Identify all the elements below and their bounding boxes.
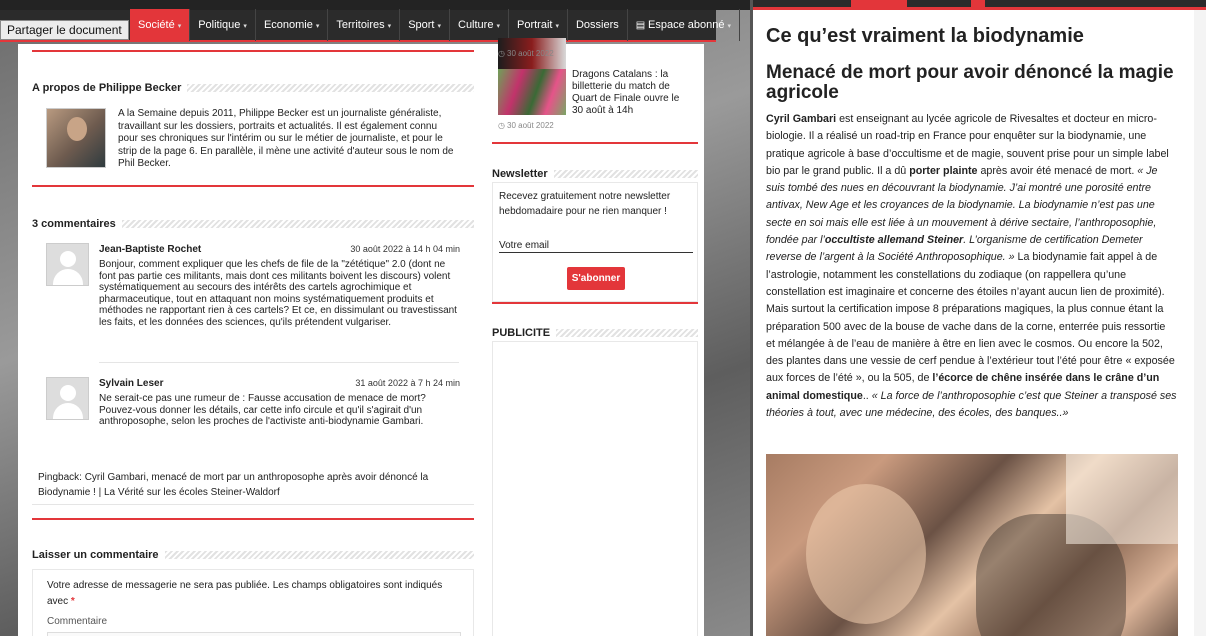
chevron-down-icon: ▾ — [437, 23, 441, 30]
chevron-down-icon: ▾ — [315, 23, 320, 30]
photo-detail — [806, 484, 926, 624]
nav-item[interactable] — [328, 9, 400, 41]
tab-marker — [971, 0, 985, 7]
comments-heading — [32, 218, 474, 230]
note-text: Votre adresse de messagerie ne sera pas publiée. Les champs obligatoires sont indiqués avec — [47, 580, 443, 607]
top-red-rule — [32, 50, 474, 52]
about-body — [32, 108, 474, 171]
nav-item-label: Sport — [408, 19, 435, 31]
nav-item-label: Espace abonné — [648, 19, 725, 31]
chevron-down-icon: ▾ — [243, 23, 247, 30]
chevron-down-icon: ▾ — [387, 23, 392, 30]
nav-item[interactable] — [130, 9, 190, 41]
comment-date[interactable]: 30 août 2022 à 14 h 04 min — [350, 244, 460, 254]
required-fields-note — [47, 578, 447, 610]
leave-comment-heading — [32, 549, 474, 561]
article-subtitle: Menacé de mort pour avoir dénoncé la magie agricole — [766, 62, 1174, 103]
comment-form — [32, 569, 474, 636]
main-column — [18, 44, 488, 636]
nav-item[interactable] — [628, 9, 740, 41]
bold-link[interactable]: l’écorce de chêne insérée dans le crâne d’un animal domestique — [766, 372, 1160, 402]
newsletter-email-input[interactable]: Votre email — [499, 240, 693, 253]
about-heading-text: A propos de Philippe Becker — [32, 82, 182, 94]
sidebar-red-rule — [492, 302, 698, 304]
comment-item — [46, 243, 460, 353]
right-nav-strip — [753, 0, 1206, 7]
chevron-down-icon: ▾ — [177, 23, 182, 30]
advertising-slot — [492, 341, 698, 636]
pingback-separator — [32, 504, 474, 505]
heading-stripes — [556, 329, 698, 337]
heading-stripes — [554, 170, 698, 178]
nav-item-label: Economie — [263, 19, 313, 31]
comment-separator — [99, 362, 459, 363]
clock-icon: ◷ — [498, 121, 505, 130]
bold-link[interactable]: porter plainte — [909, 164, 978, 177]
bold-link[interactable]: occultiste allemand Steiner — [824, 234, 964, 247]
comment-item — [46, 377, 460, 447]
comments-heading-text: 3 commentaires — [32, 218, 116, 230]
nav-item[interactable] — [568, 9, 628, 41]
heading-stripes — [122, 220, 474, 228]
leave-comment-section — [32, 549, 474, 561]
sidebar-column — [488, 44, 704, 636]
newspaper-icon: ▤ — [635, 20, 648, 31]
heading-stripes — [187, 84, 474, 92]
about-author-section — [32, 82, 474, 171]
article-title-link[interactable]: Dragons Catalans : la billetterie du match de Quart de Finale ouvre le 30 août à 14h — [572, 69, 680, 116]
clock-icon: ◷ — [498, 49, 505, 58]
chevron-down-icon: ▾ — [496, 23, 500, 30]
nav-item-label: Dossiers — [575, 19, 619, 31]
comment-textarea[interactable] — [47, 632, 461, 636]
comment-author[interactable]: Jean-Baptiste Rochet — [99, 244, 202, 255]
about-red-rule — [32, 185, 474, 187]
required-asterisk: * — [70, 596, 75, 607]
nav-item[interactable] — [400, 9, 450, 41]
article-photo[interactable] — [766, 454, 1178, 636]
quote-text: « Je suis tombé des nues en découvrant la biodynamie. J’ai montré une porosité entre antivax, New Age et les croyances de la biodynamie. La biodynamie n’est pas une secte en soi mais elle est liée à un mouvement à dérive sectaire, l’anthroposophie, fondée par l’ — [766, 164, 1158, 247]
body-text: La biodynamie fait appel à de l’astrologie, notamment les constellations du zodiaque (on rappellera qu’une constellation est imaginaire et concerne des étoiles n’ayant aucun lien de proximité). Mais surtout la certification impose 8 préparations magiques, la plus connue étant la préparation 500 avec de la bouse de vache dans de la corne, enterrée puis ressortie et mélangée à de l’eau de manière à être en lien avec le cosmos. Ou encore la 502, des plantes dans une vessie de cerf pendue à l’extérieur tout l’été pour être « exposée aux forces de l’été », ou la 505, de — [766, 251, 1175, 385]
nav-item[interactable] — [509, 9, 568, 41]
body-text: est enseignant au lycée agricole de Rivesaltes et docteur en micro-biologie. Il a réalisé un road-trip en France pour enquêter sur la biodynamie, une pratique agricole à base d’occultisme et de magie, souvent prise pour un simple label bio par le grand public. Il a dû — [766, 113, 1169, 177]
comment-date[interactable]: 31 août 2022 à 7 h 24 min — [355, 378, 460, 388]
avatar — [46, 243, 89, 286]
share-document-tooltip: Partager le document — [0, 20, 129, 40]
comments-section — [32, 218, 474, 230]
active-tab-marker — [851, 0, 907, 7]
comment-author[interactable]: Sylvain Leser — [99, 378, 164, 389]
nav-item-label: Portrait — [516, 19, 553, 31]
body-text: après avoir été menacé de mort. — [977, 164, 1138, 177]
comments-red-rule — [32, 518, 474, 520]
quote-text: . L’organisme de certification Demeter reverse de l’argent à la Société Anthroposophique. » — [766, 234, 1143, 264]
nav-item[interactable] — [190, 9, 256, 41]
nav-item-label: Territoires — [336, 19, 385, 31]
newsletter-widget — [492, 182, 698, 302]
avatar — [46, 377, 89, 420]
article-thumbnail[interactable] — [498, 69, 566, 115]
right-browser-window — [753, 0, 1206, 636]
comment-field-label: Commentaire — [47, 616, 108, 627]
comment-text: Ne serait-ce pas une rumeur de : Fausse accusation de menace de mort? Pouvez-vous donner les détails, car cette info circule et qu'il s'agirait d'un anthroposophe, selon les proches de l'activiste anti-biodynamie Gambari. — [99, 393, 426, 427]
pingback-link[interactable]: Pingback: Cyril Gambari, menacé de mort par un anthroposophe après avoir dénoncé la Biodynamie ! | La Vérité sur les écoles Steiner-Waldorf — [38, 472, 429, 498]
newsletter-heading-text: Newsletter — [492, 168, 548, 180]
advertising-heading-text: PUBLICITE — [492, 327, 551, 339]
heading-stripes — [165, 551, 474, 559]
nav-item[interactable] — [256, 9, 328, 41]
newsletter-text: Recevez gratuitement notre newsletter hebdomadaire pour ne rien manquer ! — [499, 191, 671, 217]
nav-item[interactable] — [450, 9, 509, 41]
article-date: 30 août 2022 — [507, 49, 554, 58]
article-body — [766, 111, 1177, 422]
nav-item-label: Société — [138, 19, 175, 31]
body-text: .. — [862, 389, 872, 402]
article-title: Ce qu’est vraiment la biodynamie — [766, 25, 1084, 47]
author-bio: A la Semaine depuis 2011, Philippe Becker est un journaliste généraliste, travaillant sur les dossiers, portraits et actualités. Il est également connu pour ses chroniques sur l'intérim ou sur le métier de journaliste, et pour le strip de la page 6. En parallèle, il mène une activité d'auteur sous le nom de Phil Becker. — [118, 108, 454, 169]
chevron-down-icon: ▾ — [555, 23, 559, 30]
newsletter-heading — [492, 168, 698, 180]
article-date: 30 août 2022 — [507, 121, 554, 130]
advertising-heading — [492, 327, 698, 339]
article — [753, 10, 1194, 636]
leave-comment-heading-text: Laisser un commentaire — [32, 549, 159, 561]
quote-text: « La force de l’anthroposophie c’est que Steiner a transposé ses théories à tout, avec une médecine, des écoles, des banques..» — [766, 389, 1177, 420]
author-photo[interactable] — [46, 108, 106, 168]
chevron-down-icon: ▾ — [727, 23, 731, 30]
sidebar-red-rule — [492, 142, 698, 144]
author-name: Cyril Gambari — [766, 113, 837, 125]
photo-detail — [1066, 454, 1178, 544]
subscribe-button[interactable]: S'abonner — [567, 267, 625, 290]
nav-item-label: Culture — [458, 19, 494, 31]
nav-item-label: Politique — [198, 19, 241, 31]
comment-text: Bonjour, comment expliquer que les chefs de file de la "zététique" 2.0 (dont ne font pas partie ces militants, mais dont ces militants boivent les discours) volent systématiquement au secours des intérêts des cartels agrochimique et pharmaceutique, tout en attaquant non moins systématiquement produits et méthodes ne rapportant rien à ces cartels? Et ce, en dissimulant ou travestissant les faits, et les données des sciences, qu'ils prétendent vulgariser. — [99, 259, 457, 328]
about-heading — [32, 82, 474, 94]
